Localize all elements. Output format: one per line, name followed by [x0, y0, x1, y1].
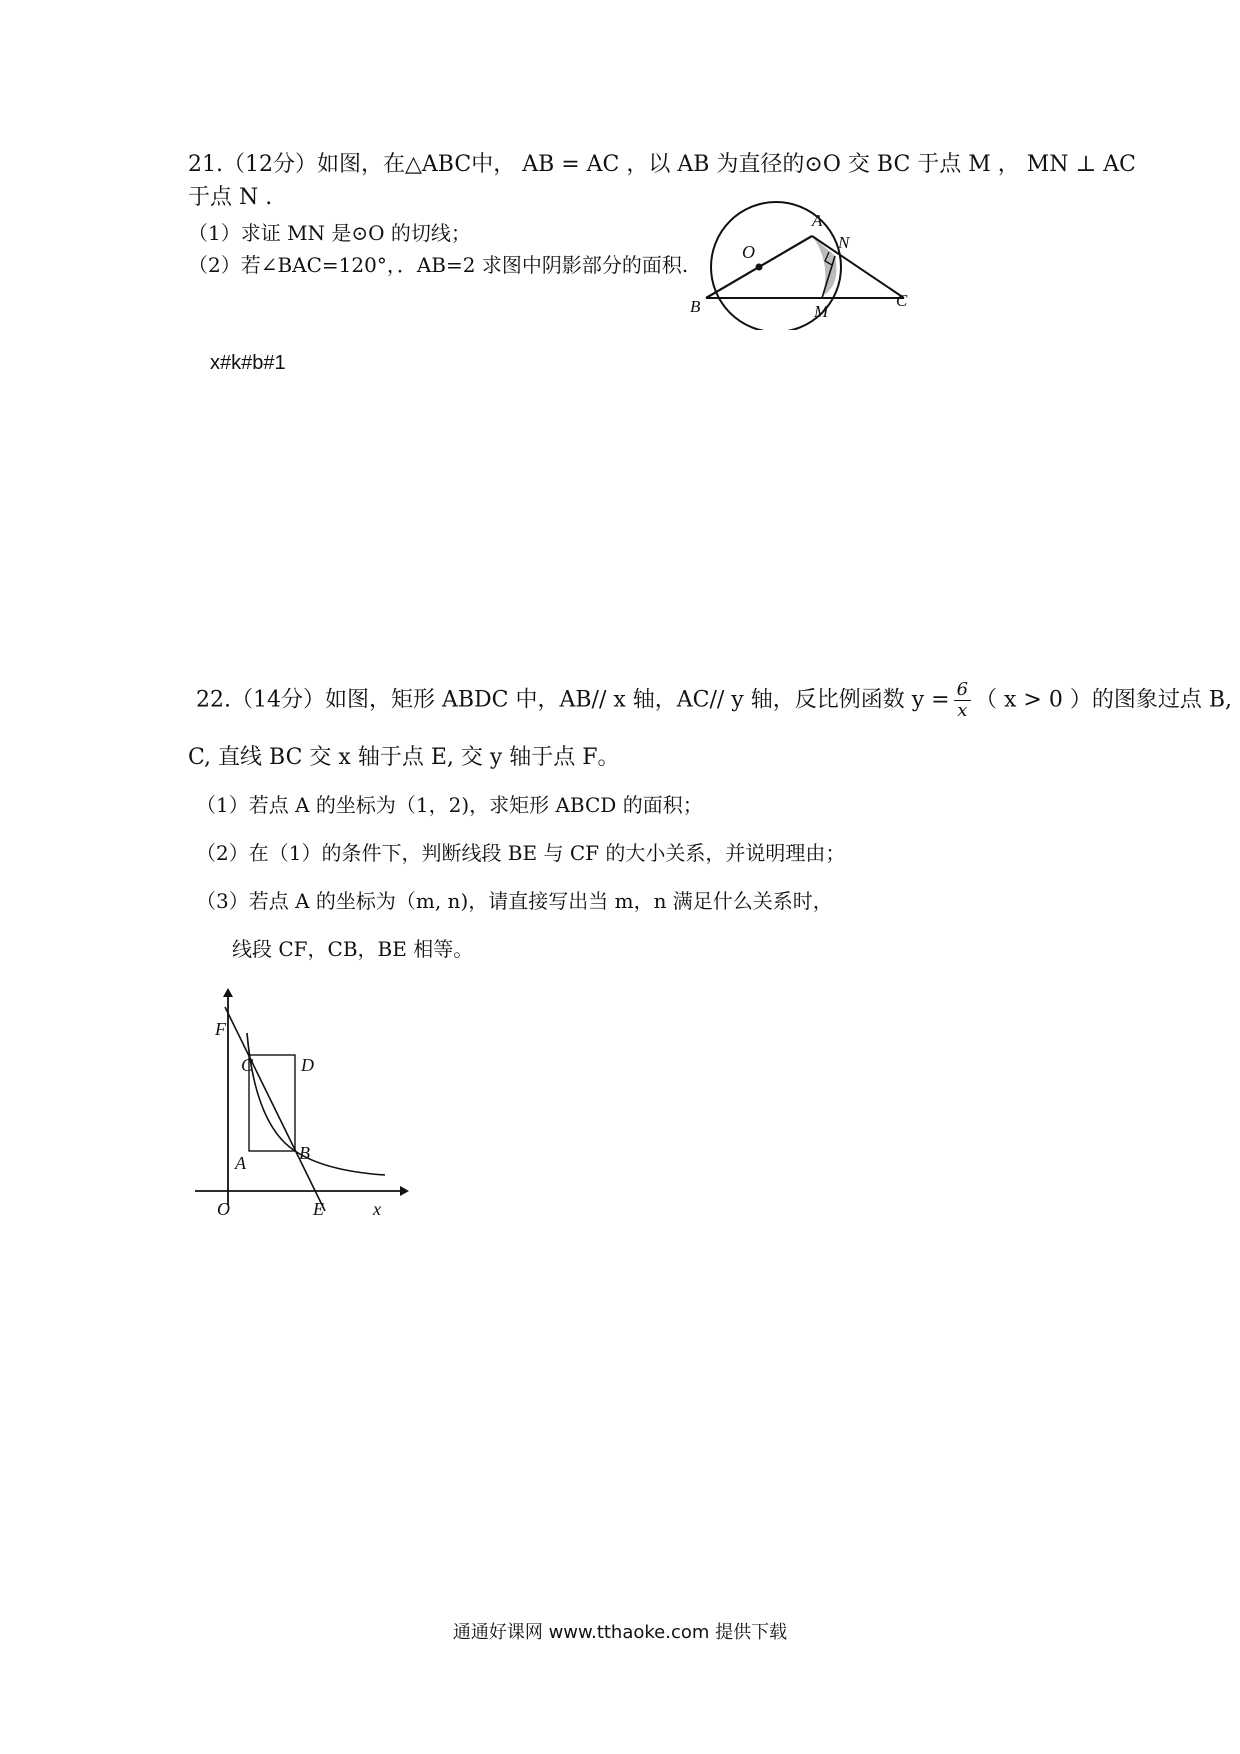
- center-o-dot: [756, 264, 763, 271]
- label-b2: B: [299, 1143, 310, 1163]
- label-n: N: [838, 233, 850, 252]
- x-axis-arrow: [400, 1186, 409, 1196]
- label-a2: A: [235, 1153, 246, 1173]
- q22-line1-a: 22.（14分）如图，矩形 ABDC 中，AB// x 轴，AC// y 轴，反比例函数 y =: [196, 687, 950, 713]
- label-x: x: [373, 1199, 381, 1219]
- q22-part2: （2）在（1）的条件下，判断线段 BE 与 CF 的大小关系，并说明理由；: [196, 841, 846, 865]
- q21-line2: 于点 N .: [188, 185, 273, 210]
- label-d: D: [301, 1055, 314, 1075]
- label-m: M: [814, 302, 829, 321]
- q22-line1-b: （ x > 0 ）的图象过点 B,: [975, 687, 1232, 713]
- label-o: O: [742, 242, 755, 262]
- frac-denominator: x: [957, 700, 968, 721]
- page-footer: 通通好课网 www.tthaoke.com 提供下载: [452, 1622, 788, 1643]
- label-e: E: [313, 1199, 324, 1219]
- label-c: C: [896, 291, 908, 310]
- q22-line2: C, 直线 BC 交 x 轴于点 E, 交 y 轴于点 F。: [188, 745, 620, 770]
- q22-part1: （1）若点 A 的坐标为（1，2)，求矩形 ABCD 的面积；: [196, 793, 703, 817]
- label-b: B: [690, 297, 701, 316]
- y-axis-arrow: [223, 988, 233, 997]
- label-f: F: [215, 1019, 226, 1039]
- fraction-6-over-x: [954, 680, 971, 721]
- label-c2: C: [241, 1055, 254, 1075]
- q22-figure: [195, 985, 415, 1225]
- watermark-text: x#k#b#1: [210, 352, 286, 374]
- q21-line1: 21.（12分）如图，在△ABC中， AB = AC ，以 AB 为直径的⊙O 交 BC 于点 M ， MN ⊥ AC: [188, 152, 1136, 177]
- q22-part3: （3）若点 A 的坐标为（m, n)，请直接写出当 m，n 满足什么关系时，: [196, 889, 833, 913]
- frac-numerator: 6: [954, 680, 971, 701]
- q22-line1: [196, 680, 1232, 721]
- q21-part2: （2）若∠BAC=120°，．AB=2 求图中阴影部分的面积.: [188, 253, 689, 277]
- q22-part3b: 线段 CF，CB，BE 相等。: [232, 937, 474, 961]
- q21-part1: （1）求证 MN 是⊙O 的切线；: [188, 221, 471, 245]
- label-o2: O: [217, 1199, 230, 1219]
- line-bc: [225, 1007, 325, 1211]
- label-a: A: [812, 211, 823, 230]
- q21-figure: [690, 200, 930, 330]
